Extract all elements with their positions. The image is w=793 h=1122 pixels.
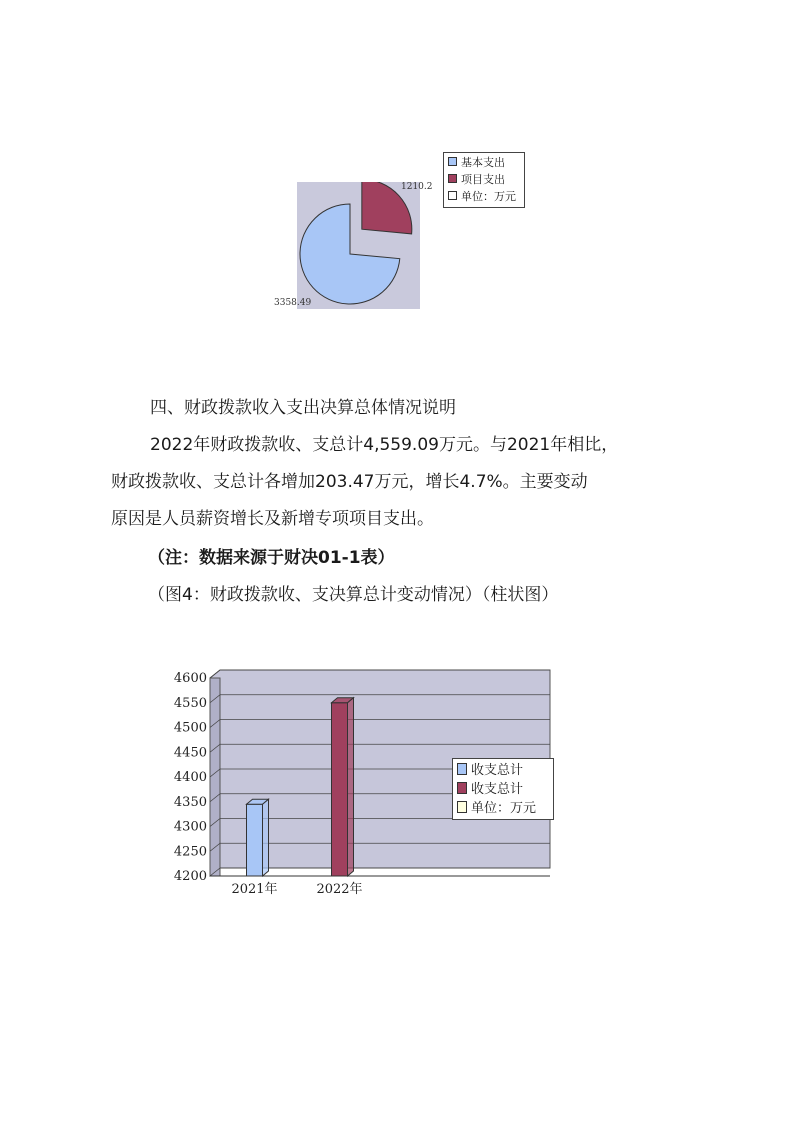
y-tick-label: 4500 (173, 720, 207, 736)
pie-chart-area (297, 182, 420, 309)
x-tick-label: 2022年 (316, 882, 363, 897)
body-line-3: 原因是人员薪资增长及新增专项项目支出。 (111, 509, 434, 529)
pie-legend-item-basic (444, 153, 524, 170)
bar-legend-item-2021 (453, 759, 553, 778)
bar-2022年 (332, 703, 348, 876)
body-line-2: 财政拨款收、支总计各增加203.47万元，增长4.7%。主要变动 (111, 472, 588, 492)
y-tick-label: 4200 (173, 869, 207, 884)
legend-label: 收支总计 (471, 763, 524, 778)
legend-label: 单位：万元 (461, 189, 516, 203)
pie-legend-item-unit (444, 187, 524, 204)
source-note: （注：数据来源于财决01-1表） (148, 548, 395, 568)
body-line-1: 2022年财政拨款收、支总计4,559.09万元。与2021年相比， (150, 435, 619, 455)
legend-label: 单位：万元 (471, 801, 537, 816)
legend-swatch (448, 157, 457, 166)
legend-swatch (448, 174, 457, 183)
bar-legend (452, 758, 554, 820)
y-tick-label: 4300 (173, 819, 207, 835)
bar-legend-item-2022 (453, 778, 553, 797)
y-tick-label: 4450 (173, 745, 207, 761)
pie-label-basic: 3358.49 (274, 298, 312, 308)
bar-side (348, 698, 354, 876)
y-tick-label: 4600 (173, 671, 207, 686)
x-tick-label: 2021年 (231, 882, 278, 897)
pie-chart-svg (297, 182, 420, 309)
legend-swatch (457, 801, 467, 813)
legend-swatch (457, 782, 467, 794)
y-tick-label: 4350 (173, 794, 207, 810)
y-tick-label: 4550 (173, 695, 207, 711)
legend-label: 基本支出 (461, 155, 505, 169)
bar-2021年 (247, 804, 263, 876)
y-tick-label: 4250 (173, 844, 207, 860)
pie-legend-item-project (444, 170, 524, 187)
pie-label-project: 1210.2 (401, 182, 433, 192)
plot-side-wall (210, 678, 220, 876)
legend-label: 收支总计 (471, 782, 524, 797)
pie-legend (443, 152, 525, 208)
section-heading: 四、财政拨款收入支出决算总体情况说明 (150, 398, 456, 418)
legend-swatch (448, 191, 457, 200)
bar-side (263, 799, 269, 876)
figure-caption: （图4：财政拨款收、支决算总计变动情况）（柱状图） (148, 585, 559, 605)
bar-legend-item-unit (453, 797, 553, 816)
y-tick-label: 4400 (173, 770, 207, 785)
legend-label: 项目支出 (461, 172, 505, 186)
legend-swatch (457, 763, 467, 775)
